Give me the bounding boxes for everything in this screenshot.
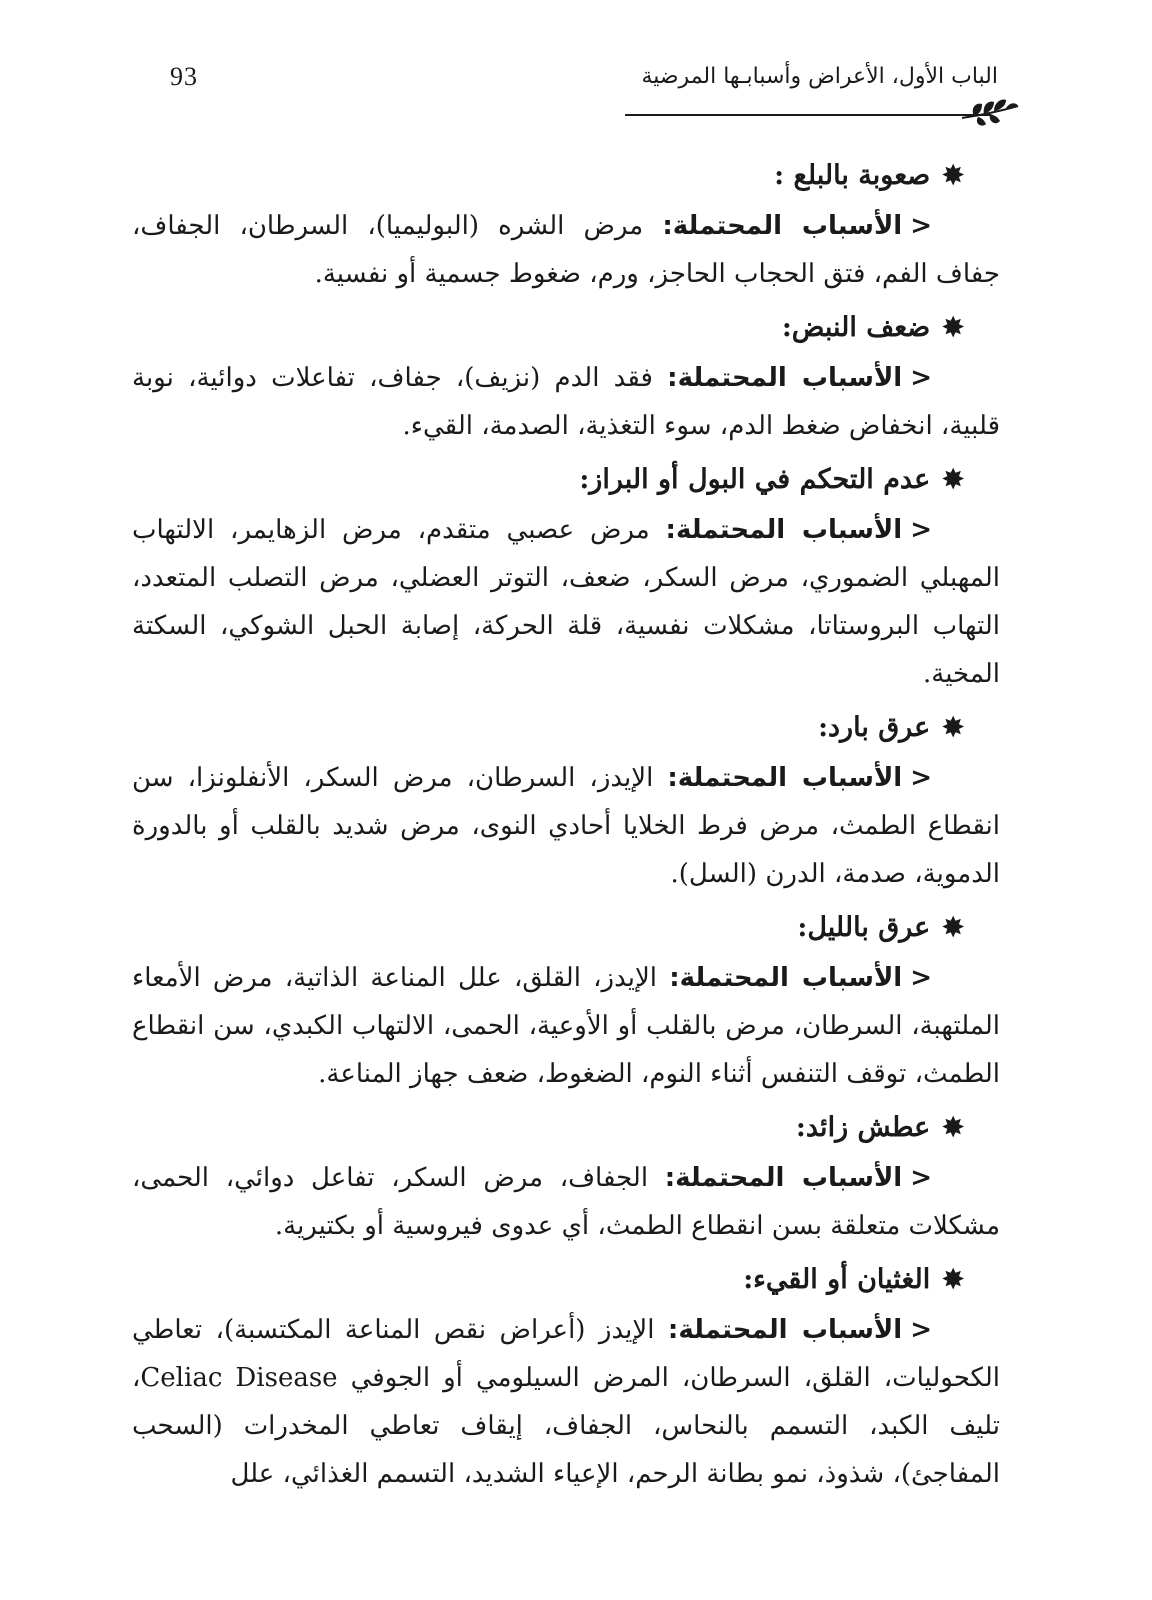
symptom-section — [132, 1102, 1000, 1250]
causes-text: فقد الدم (نزيف)، جفاف، تفاعلات دوائية، نوبة قلبية، انخفاض ضغط الدم، سوء التغذية، الصدمة، القيء. — [132, 363, 1000, 441]
star-icon: ✸ — [942, 1265, 964, 1295]
star-icon: ✸ — [942, 713, 964, 743]
section-heading-text: عطش زائد: — [795, 1112, 931, 1143]
symptom-section — [132, 702, 1000, 898]
symptom-section — [132, 1254, 1000, 1498]
causes-label: الأسباب المحتملة: — [667, 1315, 903, 1345]
page-header — [150, 58, 1020, 128]
causes-paragraph — [132, 506, 1000, 698]
section-heading — [132, 150, 1000, 202]
arrow-icon: < — [910, 1315, 933, 1345]
causes-text: مرض عصبي متقدم، مرض الزهايمر، الالتهاب المهبلي الضموري، مرض السكر، ضعف، التوتر العضلي، مرض التصلب المتعدد، التهاب البروستاتا، مشكلات نفسية، قلة الحركة، إصابة الحبل الشوكي، السكتة المخية. — [132, 515, 1000, 689]
causes-label: الأسباب المحتملة: — [667, 363, 903, 393]
arrow-icon: < — [910, 211, 933, 241]
arrow-icon: < — [910, 363, 933, 393]
causes-paragraph — [132, 754, 1000, 898]
page-content — [132, 150, 1000, 1502]
section-heading-text: الغثيان أو القيء: — [743, 1264, 931, 1295]
symptom-section — [132, 302, 1000, 450]
causes-text: الإيدز (أعراض نقص المناعة المكتسبة)، تعاطي الكحوليات، القلق، السرطان، المرض السيلومي أو الجوفي Celiac Disease، تليف الكبد، التسمم بالنحاس، الجفاف، إيقاف تعاطي المخدرات (السحب المفاجئ)، شذوذ، نمو بطانة الرحم، الإعياء الشديد، التسمم الغذائي، علل — [132, 1315, 1000, 1489]
section-heading — [132, 902, 1000, 954]
causes-paragraph — [132, 354, 1000, 450]
arrow-icon: < — [910, 763, 933, 793]
section-heading-text: ضعف النبض: — [781, 312, 931, 343]
causes-paragraph — [132, 954, 1000, 1098]
section-heading — [132, 454, 1000, 506]
causes-text: مرض الشره (البوليميا)، السرطان، الجفاف، جفاف الفم، فتق الحجاب الحاجز، ورم، ضغوط جسمية أو نفسية. — [132, 211, 1000, 289]
section-heading-text: عدم التحكم في البول أو البراز: — [579, 464, 931, 495]
leaf-ornament-icon — [960, 96, 1020, 130]
causes-label: الأسباب المحتملة: — [667, 763, 903, 793]
causes-label: الأسباب المحتملة: — [664, 1163, 903, 1193]
star-icon: ✸ — [942, 913, 964, 943]
causes-paragraph — [132, 1154, 1000, 1250]
causes-label: الأسباب المحتملة: — [662, 211, 903, 241]
causes-paragraph — [132, 1306, 1000, 1498]
star-icon: ✸ — [942, 161, 964, 191]
causes-text: الجفاف، مرض السكر، تفاعل دوائي، الحمى، مشكلات متعلقة بسن انقطاع الطمث، أي عدوى فيروسية أو بكتيرية. — [132, 1163, 1000, 1241]
section-heading-text: صعوبة بالبلع : — [774, 160, 931, 191]
arrow-icon: < — [910, 963, 933, 993]
symptom-section — [132, 902, 1000, 1098]
page-number: 93 — [170, 62, 198, 91]
section-heading — [132, 702, 1000, 754]
causes-text: الإيدز، القلق، علل المناعة الذاتية، مرض الأمعاء الملتهبة، السرطان، مرض بالقلب أو الأوعية، الحمى، الالتهاب الكبدي، سن انقطاع الطمث، توقف التنفس أثناء النوم، الضغوط، ضعف جهاز المناعة. — [132, 963, 1000, 1089]
section-heading-text: عرق بالليل: — [797, 912, 931, 943]
arrow-icon: < — [910, 1163, 933, 1193]
section-heading — [132, 1254, 1000, 1306]
arrow-icon: < — [910, 515, 932, 545]
section-heading — [132, 302, 1000, 354]
running-title: الباب الأول، الأعراض وأسبابـها المرضية — [641, 64, 998, 89]
causes-label: الأسباب المحتملة: — [665, 515, 903, 545]
causes-text: الإيدز، السرطان، مرض السكر، الأنفلونزا، سن انقطاع الطمث، مرض فرط الخلايا أحادي النوى، مرض شديد بالقلب أو بالدورة الدموية، صدمة، الدرن (السل). — [132, 763, 1000, 889]
header-rule — [625, 114, 990, 116]
star-icon: ✸ — [942, 1113, 964, 1143]
symptom-section — [132, 454, 1000, 698]
section-heading-text: عرق بارد: — [818, 712, 931, 743]
symptom-section — [132, 150, 1000, 298]
star-icon: ✸ — [942, 313, 964, 343]
causes-paragraph — [132, 202, 1000, 298]
star-icon: ✸ — [942, 465, 964, 495]
causes-label: الأسباب المحتملة: — [669, 963, 903, 993]
section-heading — [132, 1102, 1000, 1154]
